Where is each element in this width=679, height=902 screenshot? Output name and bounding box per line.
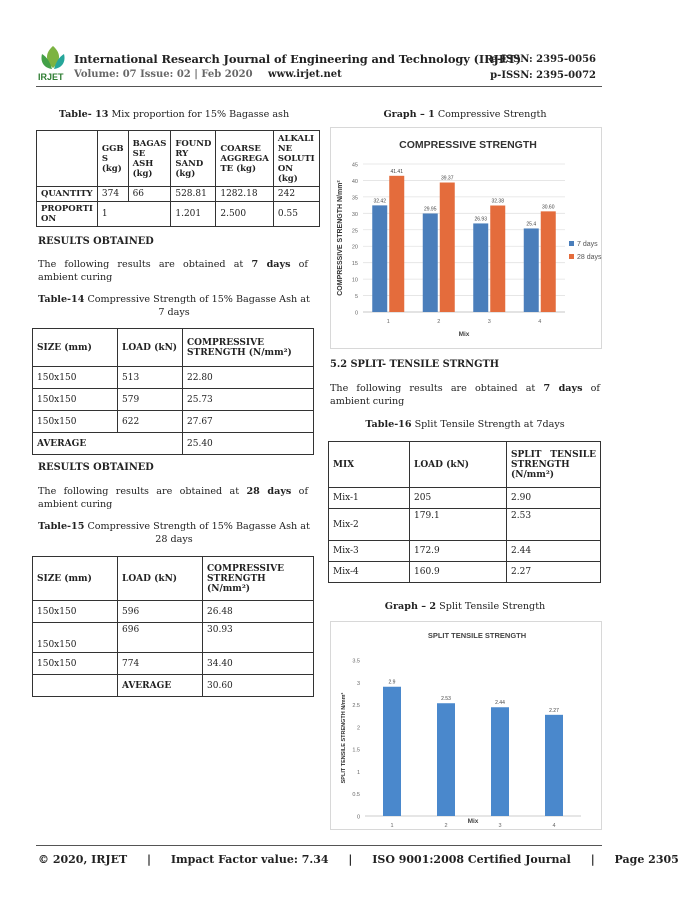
legend-swatch (569, 254, 574, 259)
table-row (33, 433, 314, 455)
x-axis-label: Mix (458, 331, 470, 338)
table-cell: 0.55 (273, 202, 319, 227)
table-cell: 150x150 (33, 623, 118, 653)
table-cell: 2.53 (507, 509, 601, 541)
eissn: e-ISSN: 2395-0056 (490, 54, 596, 65)
table-row (33, 389, 314, 411)
table13 (36, 130, 320, 227)
table-cell: Mix-4 (329, 562, 410, 583)
table-header-cell: BAGAS SE ASH (kg) (128, 131, 171, 187)
table-cell: 27.67 (183, 411, 314, 433)
pissn: p-ISSN: 2395-0072 (490, 70, 596, 81)
table-header-cell: MIX (329, 442, 410, 488)
bar (372, 205, 387, 312)
table-header-row (37, 131, 320, 187)
data-label: 41.41 (390, 168, 404, 175)
table-cell: 579 (118, 389, 183, 411)
footer-divider (36, 845, 602, 846)
journal-website[interactable]: www.irjet.net (268, 69, 342, 80)
y-tick-label: 3 (356, 680, 360, 687)
table-row (329, 562, 601, 583)
table-header-row (33, 329, 314, 367)
y-axis-label: COMPRESSIVE STRENGTH N/mm² (337, 180, 344, 296)
table-cell: 374 (97, 187, 128, 202)
data-label: 26.93 (474, 216, 488, 223)
y-tick-label: 40 (351, 178, 358, 185)
y-tick-label: 0 (354, 310, 358, 317)
table-row (329, 488, 601, 509)
table-row (329, 509, 601, 541)
para-bold: 7 days (251, 259, 291, 270)
table15-caption-text: Compressive Strength of 15% Bagasse Ash at 28 days (84, 521, 310, 545)
table14-caption-label: Table-14 (38, 294, 85, 305)
chart-title: SPLIT TENSILE STRENGTH (427, 631, 527, 640)
table14 (32, 328, 314, 455)
legend-label: 28 days (577, 254, 602, 261)
bar (389, 176, 404, 312)
table-header-row (33, 557, 314, 601)
graph1-caption (327, 108, 603, 121)
table-cell: 2.44 (507, 541, 601, 562)
table-cell: 179.1 (410, 509, 507, 541)
table15-caption (36, 520, 312, 546)
footer-sep: | (147, 853, 152, 866)
table-row (329, 541, 601, 562)
table-header-cell: SIZE (mm) (33, 557, 118, 601)
table-header-cell: COARSE AGGREGA TE (kg) (216, 131, 274, 187)
para-bold: 7 days (543, 383, 583, 394)
table-cell: 150x150 (33, 367, 118, 389)
table-cell: 66 (128, 187, 171, 202)
table-avg-value: 25.40 (183, 433, 314, 455)
table15-caption-label: Table-15 (38, 521, 85, 532)
chart2-svg (331, 622, 601, 829)
data-label: 29.95 (423, 206, 437, 213)
y-axis-label: SPLIT TENSILE STRENGTH N/mm² (341, 692, 347, 784)
graph2-caption-text: Split Tensile Strength (436, 601, 546, 612)
footer-impact: Impact Factor value: 7.34 (170, 853, 329, 866)
table-cell: PROPORTI ON (37, 202, 98, 227)
table-header-cell: LOAD (kN) (118, 329, 183, 367)
table-header-cell: GGB S (kg) (97, 131, 128, 187)
graph2-caption (327, 600, 603, 613)
x-tick-label: 1 (390, 823, 394, 829)
y-tick-label: 3.5 (352, 658, 360, 665)
table15 (32, 556, 314, 697)
table-cell: Mix-3 (329, 541, 410, 562)
bar (541, 211, 556, 312)
footer-sep: | (590, 853, 595, 866)
para-text: The following results are obtained at (38, 259, 252, 270)
legend-swatch (569, 241, 574, 246)
table-row (33, 675, 314, 697)
table-cell: 774 (118, 653, 203, 675)
bar (473, 223, 488, 312)
table-cell: 696 (118, 623, 203, 653)
x-tick-label: 2 (437, 319, 441, 325)
table-row (33, 653, 314, 675)
bar (440, 183, 455, 312)
table-cell: 22.80 (183, 367, 314, 389)
data-label: 32.38 (491, 198, 505, 205)
table-row (33, 411, 314, 433)
table-header-cell: LOAD (kN) (410, 442, 507, 488)
footer-iso: ISO 9001:2008 Certified Journal (372, 853, 571, 866)
y-tick-label: 10 (351, 277, 358, 284)
table-header-cell: COMPRESSIVE STRENGTH (N/mm²) (203, 557, 314, 601)
table-header-row (329, 442, 601, 488)
x-tick-label: 3 (487, 319, 491, 325)
table-avg-label: AVERAGE (118, 675, 203, 697)
table13-caption-text: Mix proportion for 15% Bagasse ash (108, 109, 290, 120)
footer-page: Page 2305 (614, 853, 679, 866)
footer-copyright: © 2020, IRJET (38, 853, 128, 866)
table-row (33, 367, 314, 389)
table-header-cell: FOUND RY SAND (kg) (171, 131, 216, 187)
chart-title: COMPRESSIVE STRENGTH (399, 139, 537, 151)
table-cell: 596 (118, 601, 203, 623)
split-tensile-chart (330, 621, 602, 830)
para-text: of ambient curing (38, 486, 308, 510)
table-cell: 205 (410, 488, 507, 509)
table13-caption-label: Table- 13 (58, 109, 109, 120)
header-divider (36, 86, 602, 87)
data-label: 2.44 (495, 700, 505, 707)
table-cell: 513 (118, 367, 183, 389)
y-tick-label: 5 (354, 294, 358, 301)
table-cell: Mix-2 (329, 509, 410, 541)
table14-caption (36, 293, 312, 319)
table-cell: 528.81 (171, 187, 216, 202)
y-tick-label: 0 (356, 814, 360, 821)
graph1-caption-text: Compressive Strength (434, 109, 547, 120)
table-row (37, 202, 320, 227)
y-tick-label: 30 (351, 211, 358, 218)
y-tick-label: 45 (351, 162, 358, 169)
table-cell: 26.48 (203, 601, 314, 623)
bar (491, 707, 509, 816)
table-cell: 1.201 (171, 202, 216, 227)
y-tick-label: 2.5 (352, 703, 360, 710)
y-tick-label: 25 (351, 228, 358, 235)
table-avg-value: 30.60 (203, 675, 314, 697)
table-cell: 172.9 (410, 541, 507, 562)
table16-caption-text: Split Tensile Strength at 7days (411, 419, 565, 430)
table16-caption-label: Table-16 (365, 419, 412, 430)
y-tick-label: 35 (351, 195, 358, 202)
section-heading-split-tensile: 5.2 SPLIT- TENSILE STRNGTH (330, 359, 500, 370)
table-row (37, 187, 320, 202)
table-cell: 34.40 (203, 653, 314, 675)
table-cell: 25.73 (183, 389, 314, 411)
x-tick-label: 1 (386, 319, 390, 325)
data-label: 30.60 (541, 204, 555, 211)
table-cell: 160.9 (410, 562, 507, 583)
x-tick-label: 4 (538, 319, 542, 325)
data-label: 32.42 (373, 198, 387, 205)
data-label: 2.9 (388, 679, 396, 686)
para-text: The following results are obtained at (330, 383, 544, 394)
y-tick-label: 2 (356, 725, 360, 732)
x-tick-label: 2 (444, 823, 448, 829)
journal-title: International Research Journal of Engineering and Technology (IRJET) (74, 52, 522, 66)
table-cell: 2.27 (507, 562, 601, 583)
table-row (33, 601, 314, 623)
table-cell: 30.93 (203, 623, 314, 653)
table-cell: 1 (97, 202, 170, 227)
data-label: 39.37 (440, 175, 454, 182)
para-text: of ambient curing (330, 383, 600, 407)
data-label: 25.4 (526, 221, 537, 228)
table-header-cell: COMPRESSIVE STRENGTH (N/mm²) (183, 329, 314, 367)
bar (524, 228, 539, 312)
table-cell: Mix-1 (329, 488, 410, 509)
results-para-7days (38, 258, 308, 284)
results-heading-28days: RESULTS OBTAINED (38, 462, 154, 473)
para-text: The following results are obtained at (38, 486, 247, 497)
table-cell: 150x150 (33, 389, 118, 411)
compressive-strength-chart (330, 127, 602, 349)
y-tick-label: 1.5 (352, 747, 360, 754)
table-cell: 150x150 (33, 601, 118, 623)
results-heading-7days: RESULTS OBTAINED (38, 236, 154, 247)
graph1-caption-label: Graph – 1 (383, 109, 435, 120)
y-tick-label: 15 (351, 261, 358, 268)
table-cell: 242 (273, 187, 319, 202)
footer (38, 853, 679, 866)
y-tick-label: 0.5 (352, 792, 360, 799)
table-cell: 2.90 (507, 488, 601, 509)
table-header-cell (37, 131, 98, 187)
bar (423, 213, 438, 312)
table-cell: 150x150 (33, 411, 118, 433)
bar (383, 687, 401, 816)
section52-para (330, 382, 600, 408)
para-bold: 28 days (246, 486, 292, 497)
logo-text: IRJET (38, 72, 64, 82)
y-tick-label: 1 (356, 769, 360, 776)
chart1-svg (331, 128, 601, 348)
footer-sep: | (348, 853, 353, 866)
volume-issue: Volume: 07 Issue: 02 | Feb 2020 (74, 69, 253, 80)
table14-caption-text: Compressive Strength of 15% Bagasse Ash at 7 days (84, 294, 310, 318)
table-cell: 1282.18 (216, 187, 274, 202)
table13-caption (36, 108, 312, 121)
table-cell: 150x150 (33, 653, 118, 675)
bar (545, 715, 563, 816)
graph2-caption-label: Graph – 2 (384, 601, 437, 612)
results-para-28days (38, 485, 308, 511)
journal-logo (36, 42, 70, 84)
table-cell: 2.500 (216, 202, 274, 227)
table-cell (33, 675, 118, 697)
legend-label: 7 days (577, 241, 598, 248)
table-header-cell: SIZE (mm) (33, 329, 118, 367)
data-label: 2.53 (441, 696, 451, 703)
x-axis-label: Mix (467, 818, 479, 825)
data-label: 2.27 (549, 707, 559, 714)
y-tick-label: 20 (351, 244, 358, 251)
table16-caption (327, 418, 603, 431)
table16 (328, 441, 601, 583)
x-tick-label: 3 (498, 823, 502, 829)
table-header-cell: LOAD (kN) (118, 557, 203, 601)
bar (490, 206, 505, 312)
table-cell: 622 (118, 411, 183, 433)
table-header-cell: ALKALI NE SOLUTI ON (kg) (273, 131, 319, 187)
table-cell: QUANTITY (37, 187, 98, 202)
x-tick-label: 4 (552, 823, 556, 829)
bar (437, 703, 455, 816)
table-header-cell: SPLIT TENSILE STRENGTH (N/mm²) (507, 442, 601, 488)
para-text: of ambient curing (38, 259, 308, 283)
table-row (33, 623, 314, 653)
table-avg-label: AVERAGE (33, 433, 183, 455)
